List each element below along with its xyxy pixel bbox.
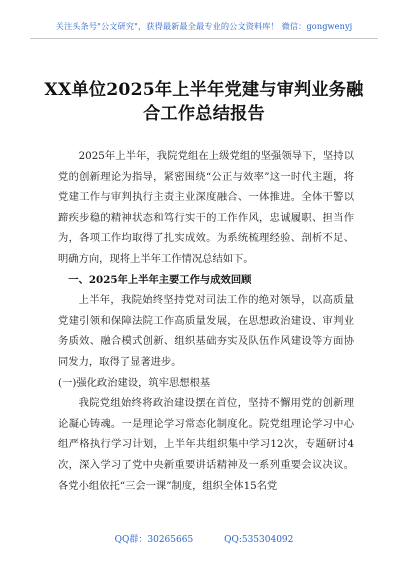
- header-banner: [0, 14, 408, 40]
- footer-qq: QQ:535304092: [224, 535, 294, 545]
- document-title: [30, 78, 378, 126]
- subsection-heading-1: (一)强化政治建设，筑牢思想根基: [58, 376, 211, 389]
- document-body: [58, 146, 354, 496]
- document-title-line-1: XX单位2025年上半年党建与审判业务融: [44, 80, 364, 100]
- section-1-paragraph: 上半年，我院始终坚持党对司法工作的绝对领导，以高质量党建引领和保障法院工作高质量发展，在思想政治建设、审判业务质效、融合模式创新、组织基础夯实及队伍作风建设等方面协同发力，取得了显著进步。: [58, 294, 354, 368]
- intro-paragraph: 2025年上半年，我院党组在上级党组的坚强领导下，坚持以党的创新理论为指导，紧密围绕“公正与效率”这一时代主题，将党建工作与审判执行主责主业深度融合、一体推进。全体干警以蹄疾步稳的精神状态和笃行实干的工作作风，忠诚履职、担当作为，各项工作均取得了扎实成效。为系统梳理经验、剖析不足、明确方向，现将上半年工作情况总结如下。: [58, 150, 354, 265]
- document-title-line-2: 合工作总结报告: [143, 104, 265, 124]
- page-footer: [0, 532, 408, 545]
- section-heading-1: 一、2025年上半年主要工作与成效回顾: [68, 273, 252, 286]
- header-banner-text: 关注头条号"公文研究"，获得最新最全最专业的公文资料库！ 微信：gongwenyj: [55, 21, 353, 31]
- footer-qq-group: QQ群：30265665: [114, 535, 194, 545]
- header-divider: [30, 38, 378, 39]
- subsection-1-paragraph: 我院党组始终将政治建设摆在首位，坚持不懈用党的创新理论凝心铸魂。一是理论学习常态化制度化。院党组理论学习中心组严格执行学习计划，上半年共组织集中学习12次，专题研讨4次，深入学习了党中央新重要讲话精神及一系列重要会议决议。各党小组依托“三会一课”制度，组织全体15名党: [58, 397, 354, 492]
